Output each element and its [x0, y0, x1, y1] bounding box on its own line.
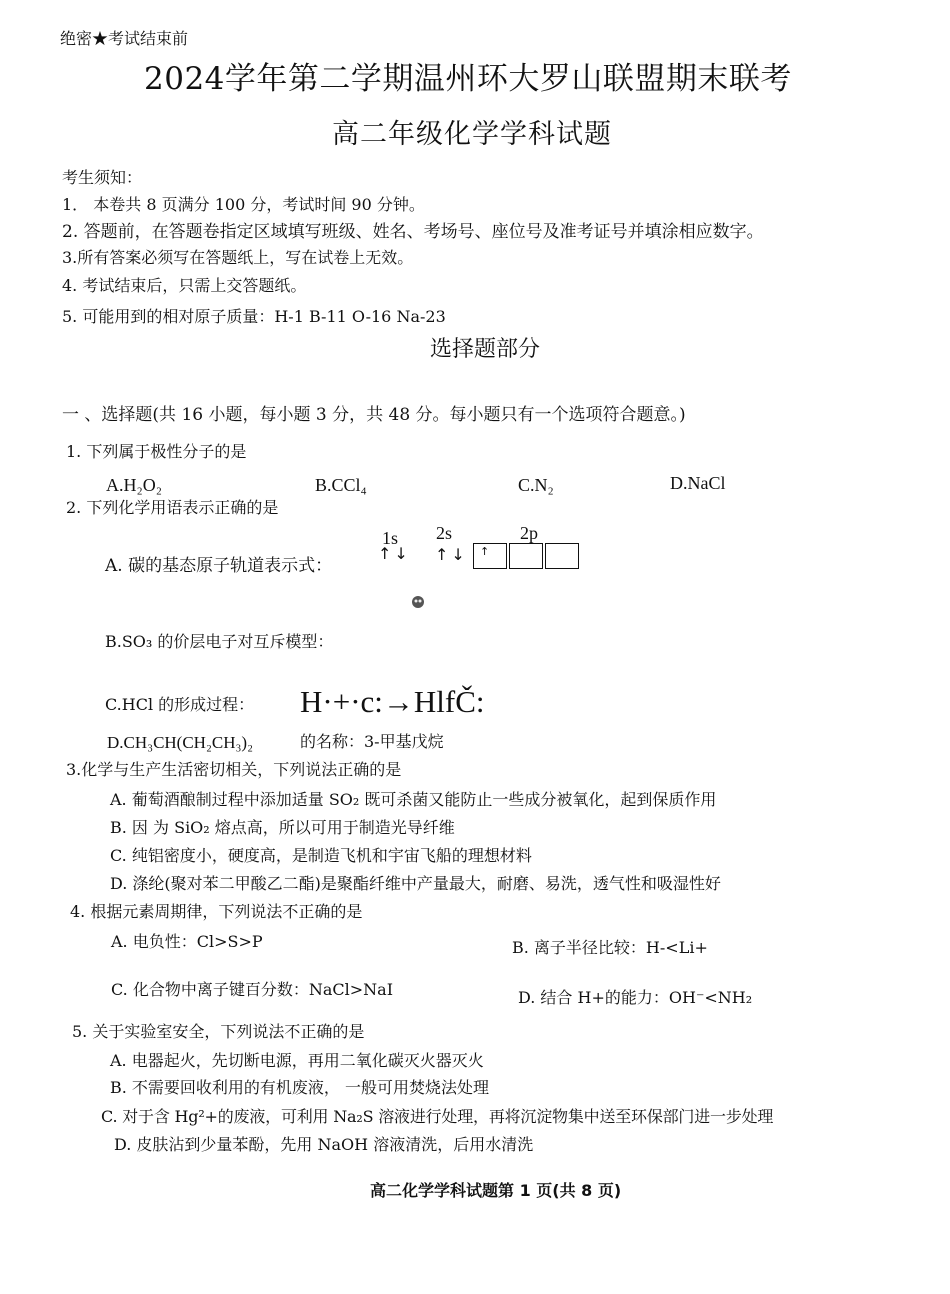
q4-option-a: A. 电负性：Cl>S>P: [111, 932, 263, 951]
q3-option-b: B. 因 为 SiO₂ 熔点高，所以可用于制造光导纤维: [110, 818, 455, 837]
orbital-label-1s: 1s: [382, 528, 399, 548]
q1-option-c: C.N₂: [518, 475, 554, 495]
notice-heading: 考生须知：: [62, 168, 143, 187]
q3-option-d: D. 涤纶(聚对苯二甲酸乙二酯)是聚酯纤维中产量最大，耐磨、易洗，透气性和吸湿性好: [110, 874, 721, 893]
orbital-2p-box-1: [473, 543, 507, 569]
notice-item-2: 2. 答题前，在答题卷指定区域填写班级、姓名、考场号、座位号及准考证号并填涂相应数字。: [62, 222, 764, 242]
q5-option-b: B. 不需要回收利用的有机废液， 一般可用焚烧法处理: [110, 1078, 490, 1097]
q2-option-d-formula: D.CH₃CH(CH₂CH₃)₂: [107, 733, 254, 752]
orbital-2s-arrows: ↑↓: [435, 545, 468, 564]
q2-stem: 2. 下列化学用语表示正确的是: [66, 498, 279, 517]
q4-option-c: C. 化合物中离子键百分数：NaCl>NaI: [111, 980, 394, 999]
q4-option-b: B. 离子半径比较：H-<Li+: [512, 938, 708, 957]
page-footer: 高二化学学科试题第 1 页(共 8 页): [370, 1181, 622, 1200]
q3-option-a: A. 葡萄酒酿制过程中添加适量 SO₂ 既可杀菌又能防止一些成分被氧化，起到保质作用: [110, 790, 717, 809]
section-title: 选择题部分: [430, 337, 541, 362]
q4-option-d: D. 结合 H+的能力：OH⁻<NH₂: [518, 988, 753, 1007]
q5-stem: 5. 关于实验室安全，下列说法不正确的是: [72, 1022, 365, 1041]
vsepr-model-image: [411, 595, 425, 609]
q1-option-b: B.CCl₄: [315, 475, 367, 495]
orbital-label-2p: 2p: [520, 523, 538, 543]
orbital-2p-box-2: [509, 543, 543, 569]
notice-item-1: 1． 本卷共 8 页满分 100 分，考试时间 90 分钟。: [62, 195, 425, 214]
hcl-formation-formula: H·+·c:→HlfČ:: [300, 684, 485, 719]
q3-option-c: C. 纯铝密度小，硬度高，是制造飞机和宇宙飞船的理想材料: [110, 846, 532, 865]
notice-item-3: 3.所有答案必须写在答题纸上，写在试卷上无效。: [62, 248, 414, 267]
q1-stem: 1. 下列属于极性分子的是: [66, 442, 247, 461]
orbital-2p-arrow: ↑: [480, 545, 490, 558]
q2-option-b: B.SO₃ 的价层电子对互斥模型：: [105, 632, 334, 651]
orbital-1s-arrows: ↑↓: [378, 544, 411, 563]
q3-stem: 3.化学与生产生活密切相关，下列说法正确的是: [66, 760, 402, 779]
q2-option-d-label: 的名称：3-甲基戊烷: [300, 732, 444, 751]
q4-stem: 4. 根据元素周期律，下列说法不正确的是: [70, 902, 363, 921]
notice-item-5: 5. 可能用到的相对原子质量：H-1 B-11 O-16 Na-23: [62, 307, 446, 326]
secret-mark: 绝密★考试结束前: [60, 29, 189, 48]
q1-option-d: D.NaCl: [670, 473, 726, 493]
part-one-instruction: 一 、选择题(共 16 小题，每小题 3 分，共 48 分。每小题只有一个选项符合题意。): [62, 405, 686, 425]
q5-option-d: D. 皮肤沾到少量苯酚，先用 NaOH 溶液清洗，后用水清洗: [114, 1135, 534, 1154]
notice-item-4: 4. 考试结束后，只需上交答题纸。: [62, 276, 307, 295]
q5-option-a: A. 电器起火，先切断电源，再用二氧化碳灭火器灭火: [110, 1051, 484, 1070]
orbital-2p-box-3: [545, 543, 579, 569]
q5-option-c: C. 对于含 Hg²+的废液，可利用 Na₂S 溶液进行处理，再将沉淀物集中送至环保部门进一步处理: [101, 1107, 774, 1126]
q2-option-c: C.HCl 的形成过程：: [105, 695, 255, 714]
q1-option-a: A.H₂O₂: [106, 475, 163, 495]
orbital-label-2s: 2s: [436, 523, 453, 543]
exam-title: 2024学年第二学期温州环大罗山联盟期末联考: [144, 61, 792, 97]
exam-subtitle: 高二年级化学学科试题: [332, 119, 612, 150]
q2-option-a: A. 碳的基态原子轨道表示式：: [105, 556, 333, 576]
